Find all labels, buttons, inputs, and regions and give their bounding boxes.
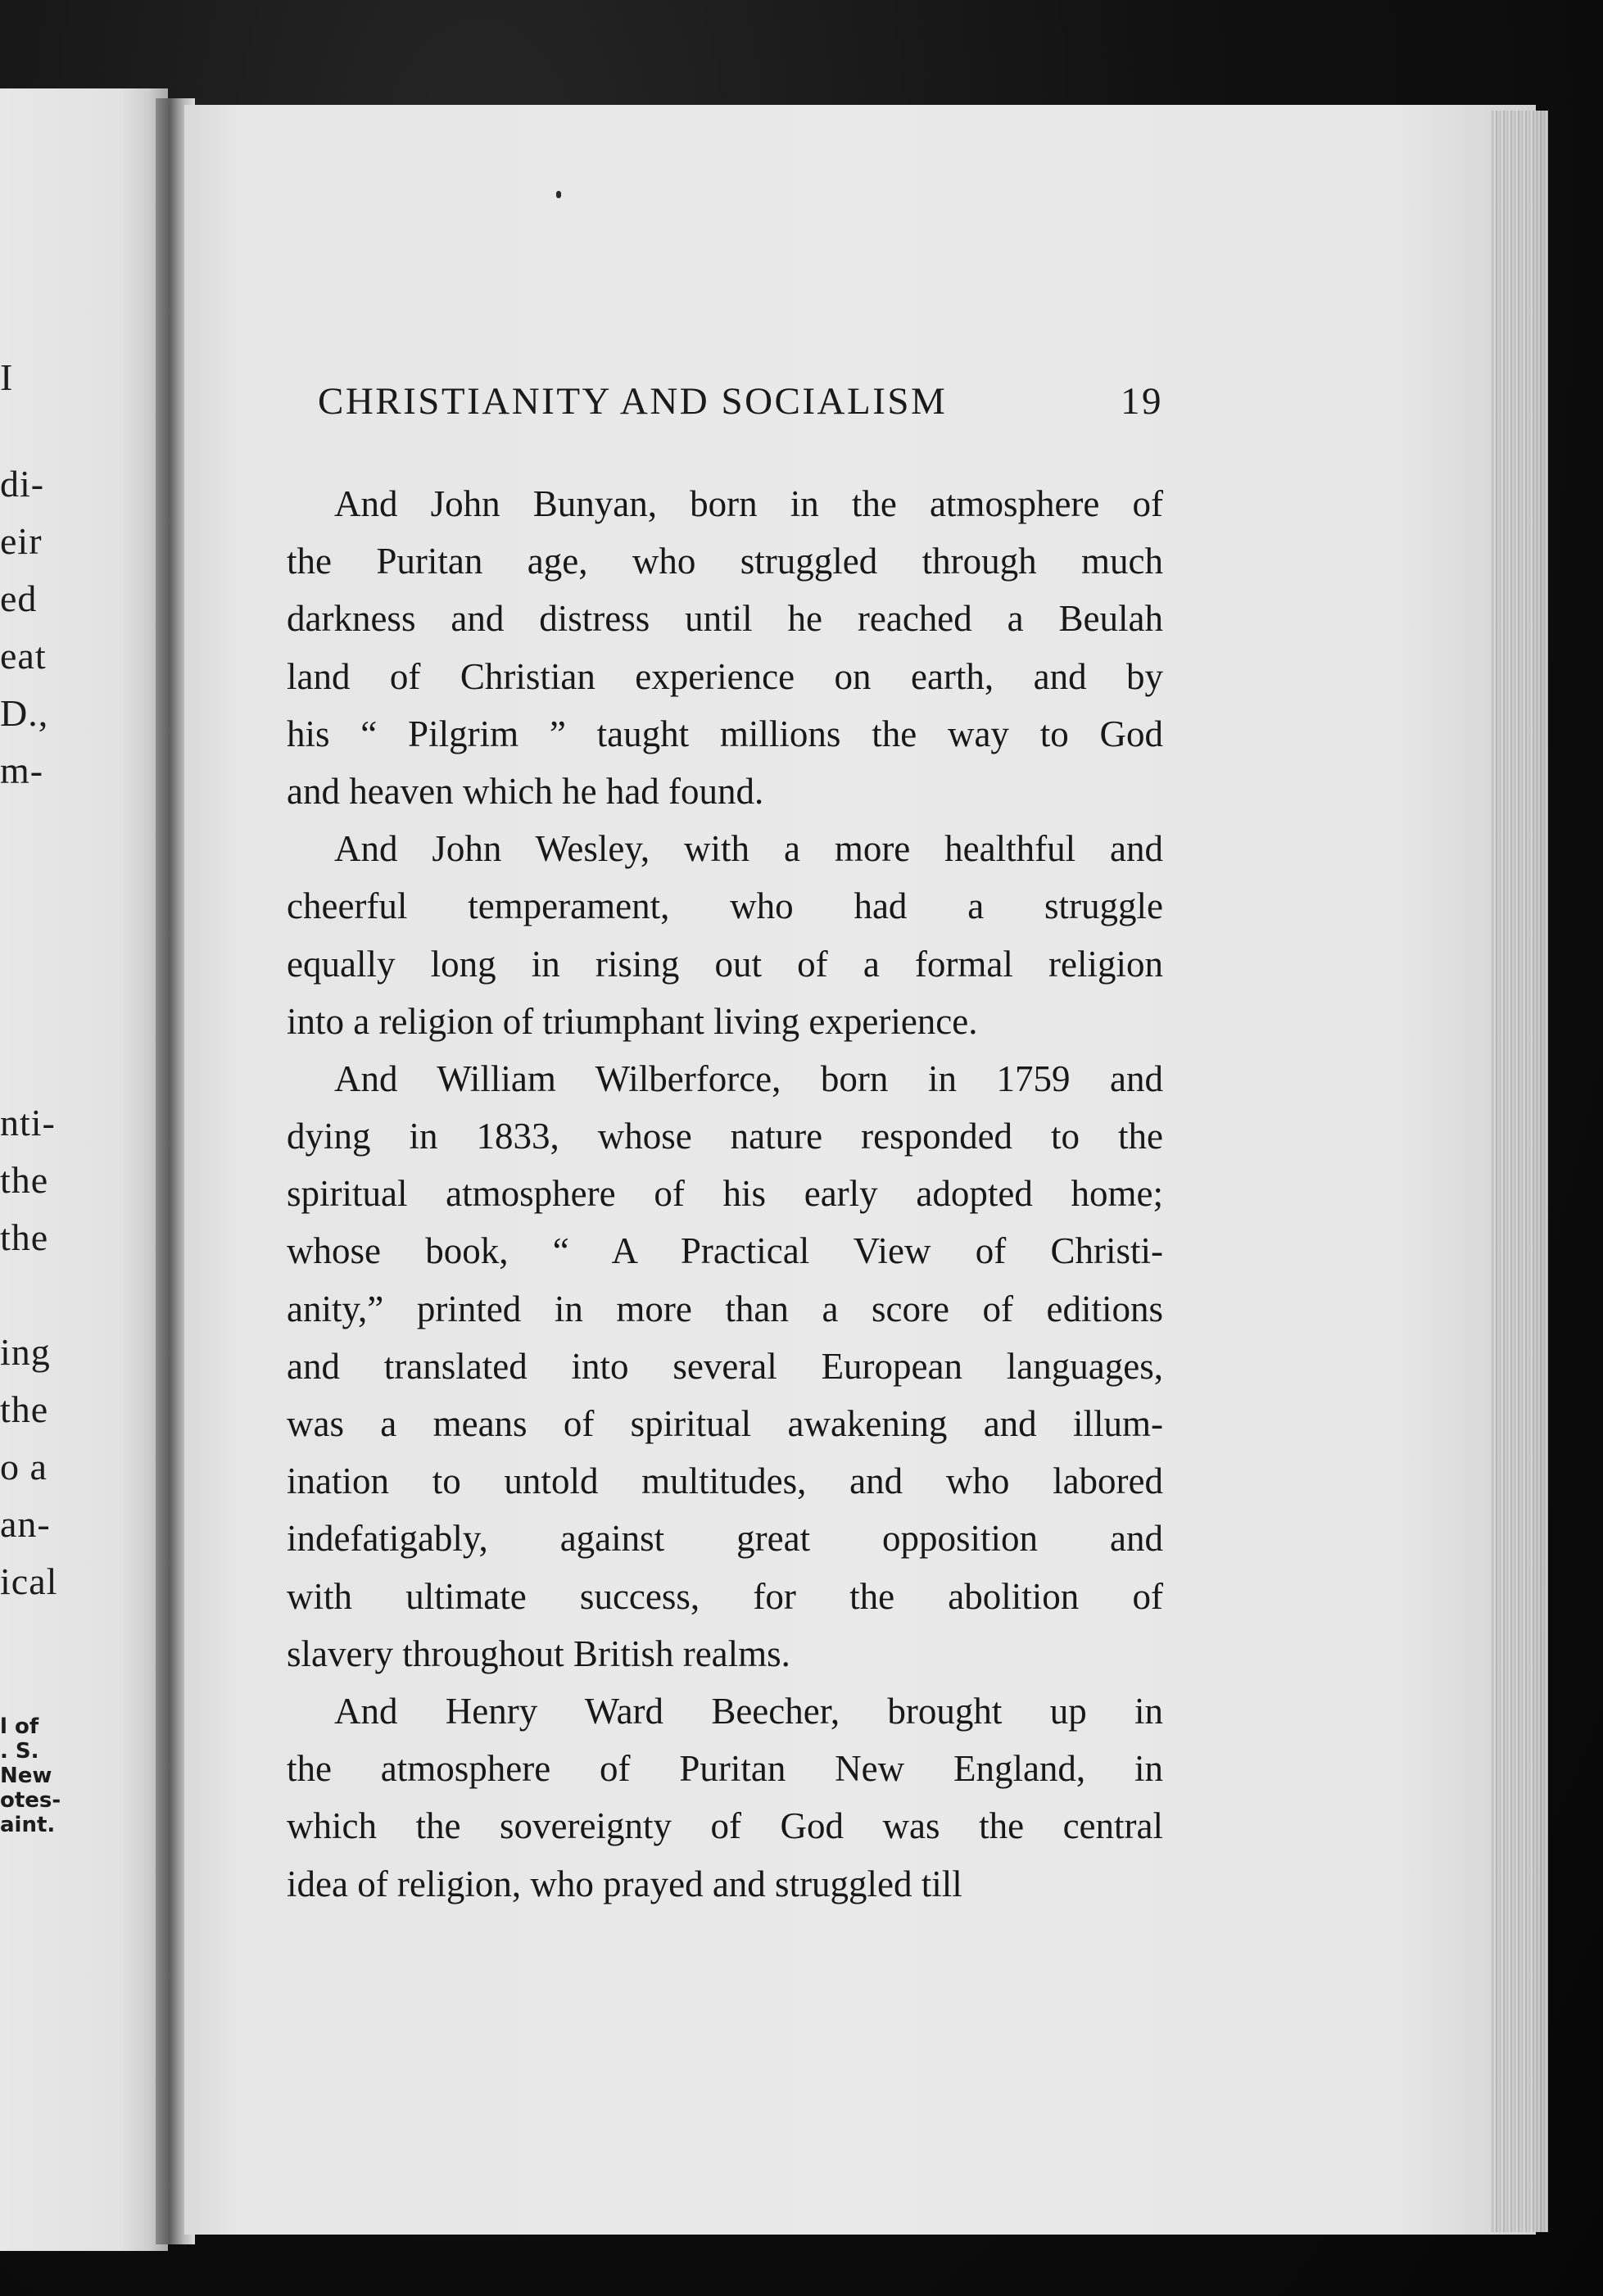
paragraph-line xyxy=(287,1452,1163,1510)
line-text: with ultimate success, for the abolition of xyxy=(287,1575,1163,1617)
line-text: darkness and distress until he reached a Beulah xyxy=(287,598,1163,640)
previous-page-edge xyxy=(0,88,168,2251)
running-head-title: CHRISTIANITY AND SOCIALISM xyxy=(318,380,948,423)
line-text: And John Bunyan, born in the atmosphere of xyxy=(334,483,1163,524)
left-page-fragment: o a xyxy=(0,1446,48,1488)
left-page-fragment: ical xyxy=(0,1560,58,1602)
left-page-fragment: nti- xyxy=(0,1102,56,1143)
left-page-note-fragment: otes- xyxy=(0,1788,61,1813)
paragraph-line xyxy=(287,1395,1163,1452)
line-text: idea of religion, who prayed and struggled till xyxy=(287,1863,962,1904)
left-page-fragment: the xyxy=(0,1159,49,1201)
left-page-fragment: D., xyxy=(0,692,49,734)
line-text: indefatigably, against great opposition and xyxy=(287,1518,1163,1560)
left-page-fragment: di- xyxy=(0,463,45,505)
line-text: And Henry Ward Beecher, brought up in xyxy=(334,1690,1163,1732)
running-head xyxy=(318,373,1163,430)
body-text xyxy=(287,475,1163,1913)
paragraph-line xyxy=(287,1625,1163,1682)
paragraph-line xyxy=(287,1568,1163,1625)
paragraph-line xyxy=(287,532,1163,590)
line-text: equally long in rising out of a formal religion xyxy=(287,943,1163,985)
left-page-fragment: ed xyxy=(0,577,38,619)
line-text: his “ Pilgrim ” taught millions the way to God xyxy=(287,713,1163,754)
left-page-fragment: eir xyxy=(0,520,43,562)
paragraph-line xyxy=(287,1510,1163,1567)
line-text: the atmosphere of Puritan New England, in xyxy=(287,1748,1163,1790)
line-text: cheerful temperament, who had a struggle xyxy=(287,885,1163,927)
line-text: And John Wesley, with a more healthful and xyxy=(334,828,1163,870)
line-text: spiritual atmosphere of his early adopted home; xyxy=(287,1173,1163,1215)
paragraph-line xyxy=(287,1107,1163,1165)
left-page-fragment: ing xyxy=(0,1331,51,1373)
line-text: whose book, “ A Practical View of Christi- xyxy=(287,1230,1163,1272)
paragraph-line xyxy=(287,705,1163,763)
left-page-fragment: m- xyxy=(0,749,44,791)
left-page-note-fragment: New xyxy=(0,1764,52,1788)
page-number: 19 xyxy=(1121,380,1163,423)
paragraph-line xyxy=(287,1855,1163,1913)
left-page-fragment: the xyxy=(0,1216,49,1258)
paragraph-line xyxy=(287,1222,1163,1279)
paragraph-line xyxy=(287,1165,1163,1222)
line-text: and translated into several European languages, xyxy=(287,1345,1163,1387)
line-text: And William Wilberforce, born in 1759 and xyxy=(334,1057,1163,1099)
line-text: which the sovereignty of God was the central xyxy=(287,1805,1163,1847)
line-text: slavery throughout British realms. xyxy=(287,1633,790,1674)
left-page-fragment: I xyxy=(0,356,14,398)
line-text: and heaven which he had found. xyxy=(287,770,764,812)
paragraph-first-line xyxy=(287,820,1163,877)
paragraph-line xyxy=(287,1338,1163,1395)
paragraph-first-line xyxy=(287,1682,1163,1740)
paragraph-first-line xyxy=(287,475,1163,532)
paragraph-line xyxy=(287,935,1163,993)
line-text: ination to untold multitudes, and who labored xyxy=(287,1460,1163,1502)
line-text: dying in 1833, whose nature responded to the xyxy=(287,1116,1163,1157)
left-page-fragment: the xyxy=(0,1388,49,1430)
line-text: the Puritan age, who struggled through much xyxy=(287,541,1163,582)
left-page-note-fragment: l of xyxy=(0,1714,39,1739)
paragraph-line xyxy=(287,1797,1163,1854)
line-text: anity,” printed in more than a score of editions xyxy=(287,1288,1163,1329)
paragraph-line xyxy=(287,993,1163,1050)
paragraph-line xyxy=(287,1740,1163,1797)
line-text: was a means of spiritual awakening and illum- xyxy=(287,1403,1163,1444)
page-stack-edges xyxy=(1491,111,1548,2232)
paragraph-line xyxy=(287,877,1163,935)
left-page-fragment: an- xyxy=(0,1503,51,1545)
line-text: into a religion of triumphant living experience. xyxy=(287,1000,978,1042)
ink-speck xyxy=(556,191,561,198)
paragraph-line xyxy=(287,648,1163,705)
paragraph-line xyxy=(287,1280,1163,1338)
paragraph-first-line xyxy=(287,1050,1163,1107)
left-page-note-fragment: aint. xyxy=(0,1813,56,1837)
line-text: land of Christian experience on earth, and by xyxy=(287,655,1163,697)
paragraph-line xyxy=(287,763,1163,820)
paragraph-line xyxy=(287,590,1163,647)
left-page-fragment: eat xyxy=(0,635,47,677)
left-page-note-fragment: . S. xyxy=(0,1739,39,1764)
